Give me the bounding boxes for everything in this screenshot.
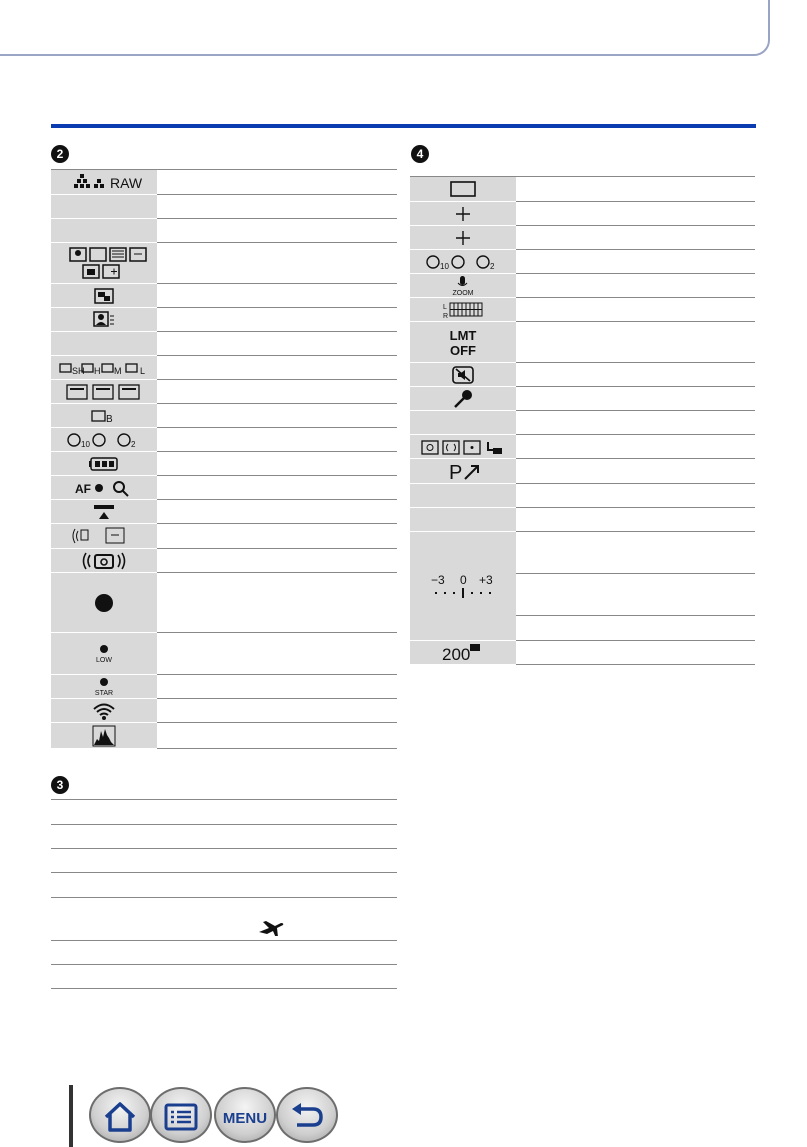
star-dot-icon (51, 675, 157, 699)
plus-icon (410, 226, 516, 250)
svg-text:0: 0 (460, 573, 467, 587)
stabilizer-icons (51, 524, 157, 549)
metering-icons (410, 435, 516, 459)
silent-icon (410, 363, 516, 387)
row-desc (157, 170, 397, 195)
svg-text:MENU: MENU (222, 1110, 268, 1127)
zoom-mic-icon (410, 274, 516, 298)
histogram-icon (51, 723, 157, 749)
blank-icon-cell (410, 484, 516, 508)
level-meter-icon (410, 298, 516, 322)
svg-text:−3: −3 (431, 573, 445, 587)
section-2-table (51, 169, 397, 749)
svg-text:+3: +3 (479, 573, 493, 587)
contents-button[interactable] (150, 1087, 212, 1143)
blank-icon-cell (51, 195, 157, 219)
peaking-icon (51, 500, 157, 524)
svg-text:AF: AF (75, 481, 91, 496)
back-button[interactable] (276, 1087, 338, 1143)
svg-text:M: M (114, 365, 122, 376)
svg-text:STAR: STAR (94, 689, 114, 697)
self-timer-icons (410, 250, 516, 274)
rec-dot-icon (51, 573, 157, 633)
af-frame-icon (410, 177, 516, 202)
svg-text:OFF: OFF (450, 343, 476, 358)
shake-alert-icon (51, 549, 157, 573)
svg-text:LMT: LMT (449, 328, 477, 343)
home-icon (102, 1101, 138, 1133)
svg-text:P: P (449, 462, 463, 482)
svg-text:R: R (443, 312, 449, 320)
svg-text:RAW: RAW (110, 175, 143, 191)
section-3-table (51, 799, 397, 989)
quality-raw-icon (51, 170, 157, 195)
svg-text:L: L (443, 303, 447, 311)
bracket-icon (51, 404, 157, 428)
section-rule (51, 124, 756, 128)
page-header-frame (0, 0, 770, 56)
svg-text:L: L (140, 365, 146, 376)
program-shift-icon (410, 459, 516, 484)
svg-text:B: B (106, 413, 113, 425)
nav-bar-line (69, 1085, 73, 1147)
back-icon (289, 1101, 325, 1133)
blank-icon-cell (410, 411, 516, 435)
section-3-marker: 3 (51, 776, 69, 794)
contents-icon (163, 1101, 199, 1133)
plus-icon (410, 202, 516, 226)
svg-text:10: 10 (81, 439, 90, 449)
low-dot-icon (51, 633, 157, 675)
menu-button[interactable] (214, 1087, 276, 1143)
svg-text:2: 2 (131, 439, 136, 449)
svg-text:ZOOM: ZOOM (452, 289, 474, 297)
blank-icon-cell (410, 508, 516, 532)
svg-text:SH: SH (72, 365, 85, 376)
wifi-icon (51, 699, 157, 723)
airplane-icon (257, 918, 287, 936)
af-mode-icons (51, 243, 157, 284)
burst-rate-icons (51, 356, 157, 380)
custom-multi-icon (51, 308, 157, 332)
svg-text:H: H (94, 365, 101, 376)
iso-icon (410, 641, 516, 665)
svg-text:200: 200 (442, 644, 471, 663)
exposure-scale-icon (410, 532, 516, 641)
svg-text:10: 10 (440, 261, 449, 271)
section-4-table (410, 176, 755, 665)
blank-icon-cell (51, 332, 157, 356)
self-timer-icons (51, 428, 157, 452)
lmt-off-icon (410, 322, 516, 363)
battery-icon (51, 452, 157, 476)
section-2-marker: 2 (51, 145, 69, 163)
blank-icon-cell (51, 219, 157, 243)
mic-icon (410, 387, 516, 411)
single-area-icon (51, 284, 157, 308)
menu-icon (220, 1101, 270, 1133)
home-button[interactable] (89, 1087, 151, 1143)
af-macro-icons (51, 476, 157, 500)
4k-photo-icons (51, 380, 157, 404)
svg-text:2: 2 (490, 261, 495, 271)
svg-text:LOW: LOW (96, 656, 112, 664)
section-4-marker: 4 (411, 145, 429, 163)
